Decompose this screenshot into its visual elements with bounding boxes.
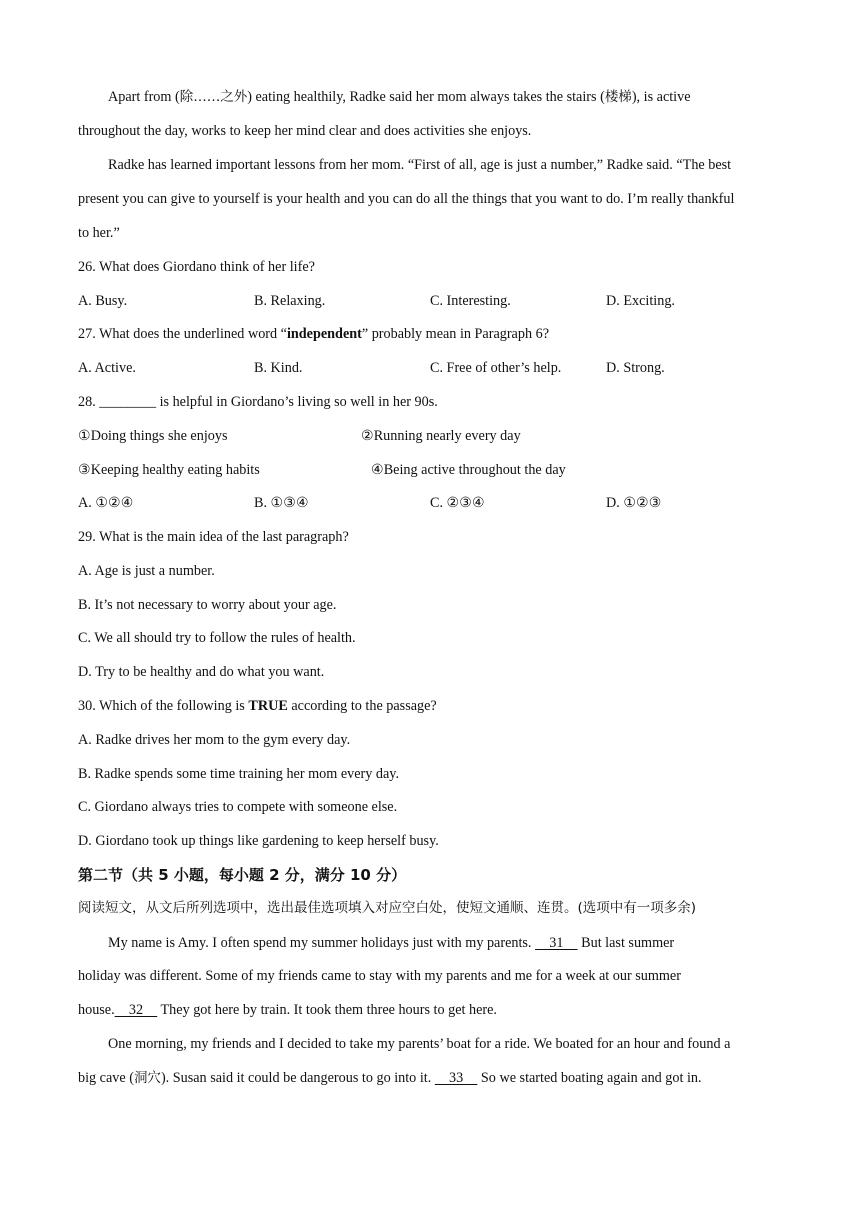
blank-31: 31 [535,935,578,951]
q30-option-d: D. Giordano took up things like gardening to keep herself busy. [78,833,439,849]
q27-option-d: D. Strong. [606,360,665,376]
question-26-stem: 26. What does Giordano think of her life? [78,259,315,275]
q28-option-a: A. ①②④ [78,495,134,511]
blank-33: 33 [434,1070,478,1086]
q27-option-a: A. Active. [78,360,136,376]
q26-option-d: D. Exciting. [606,293,675,309]
q28-item-2: ②Running nearly every day [361,428,521,444]
section-heading: 第二节（共 5 小题，每小题 2 分，满分 10 分） [78,866,407,884]
question-30-stem: 30. Which of the following is TRUE according to the passage? [78,698,437,714]
q29-option-a: A. Age is just a number. [78,563,215,579]
q27-option-b: B. Kind. [254,360,303,376]
q28-item-4: ④Being active throughout the day [371,462,566,478]
passage-line: One morning, my friends and I decided to take my parents’ boat for a ride. We boated for an hour and found a [108,1036,731,1052]
passage-line: holiday was different. Some of my friends came to stay with my parents and me for a week at our summer [78,968,681,984]
q28-item-1: ①Doing things she enjoys [78,428,228,444]
blank-32: 32 [114,1002,158,1018]
q27-option-c: C. Free of other’s help. [430,360,562,376]
passage-line: My name is Amy. I often spend my summer holidays just with my parents. 31 But last summer [108,935,675,951]
paragraph-line: to her.” [78,225,120,241]
q29-option-c: C. We all should try to follow the rules of health. [78,630,356,646]
q28-option-d: D. ①②③ [606,495,662,511]
question-28-stem: 28. ________ is helpful in Giordano’s living so well in her 90s. [78,394,438,410]
paragraph-line: Radke has learned important lessons from her mom. “First of all, age is just a number,” Radke said. “The best [108,157,732,173]
paragraph-line: present you can give to yourself is your health and you can do all the things that you want to do. I’m really thankful [78,191,735,207]
q26-option-a: A. Busy. [78,293,128,309]
question-27-stem: 27. What does the underlined word “independent” probably mean in Paragraph 6? [78,326,549,342]
q30-option-b: B. Radke spends some time training her mom every day. [78,766,399,782]
question-29-stem: 29. What is the main idea of the last paragraph? [78,529,349,545]
paragraph-line: Apart from (除……之外) eating healthily, Radke said her mom always takes the stairs (楼梯), is active [108,89,691,105]
passage-line: big cave (洞穴). Susan said it could be dangerous to go into it. 33 So we started boating again and got in. [78,1070,702,1086]
q28-item-3: ③Keeping healthy eating habits [78,462,260,478]
q28-option-c: C. ②③④ [430,495,485,511]
q28-option-b: B. ①③④ [254,495,309,511]
q30-option-a: A. Radke drives her mom to the gym every day. [78,732,351,748]
section-instruction: 阅读短文，从文后所列选项中，选出最佳选项填入对应空白处，使短文通顺、连贯。(选项中有一项多余) [78,900,697,916]
q26-option-c: C. Interesting. [430,293,511,309]
q30-option-c: C. Giordano always tries to compete with someone else. [78,799,398,815]
paragraph-line: throughout the day, works to keep her mind clear and does activities she enjoys. [78,123,532,139]
q29-option-d: D. Try to be healthy and do what you want. [78,664,325,680]
q26-option-b: B. Relaxing. [254,293,326,309]
passage-line: house. 32 They got here by train. It took them three hours to get here. [78,1002,497,1018]
q29-option-b: B. It’s not necessary to worry about your age. [78,597,337,613]
